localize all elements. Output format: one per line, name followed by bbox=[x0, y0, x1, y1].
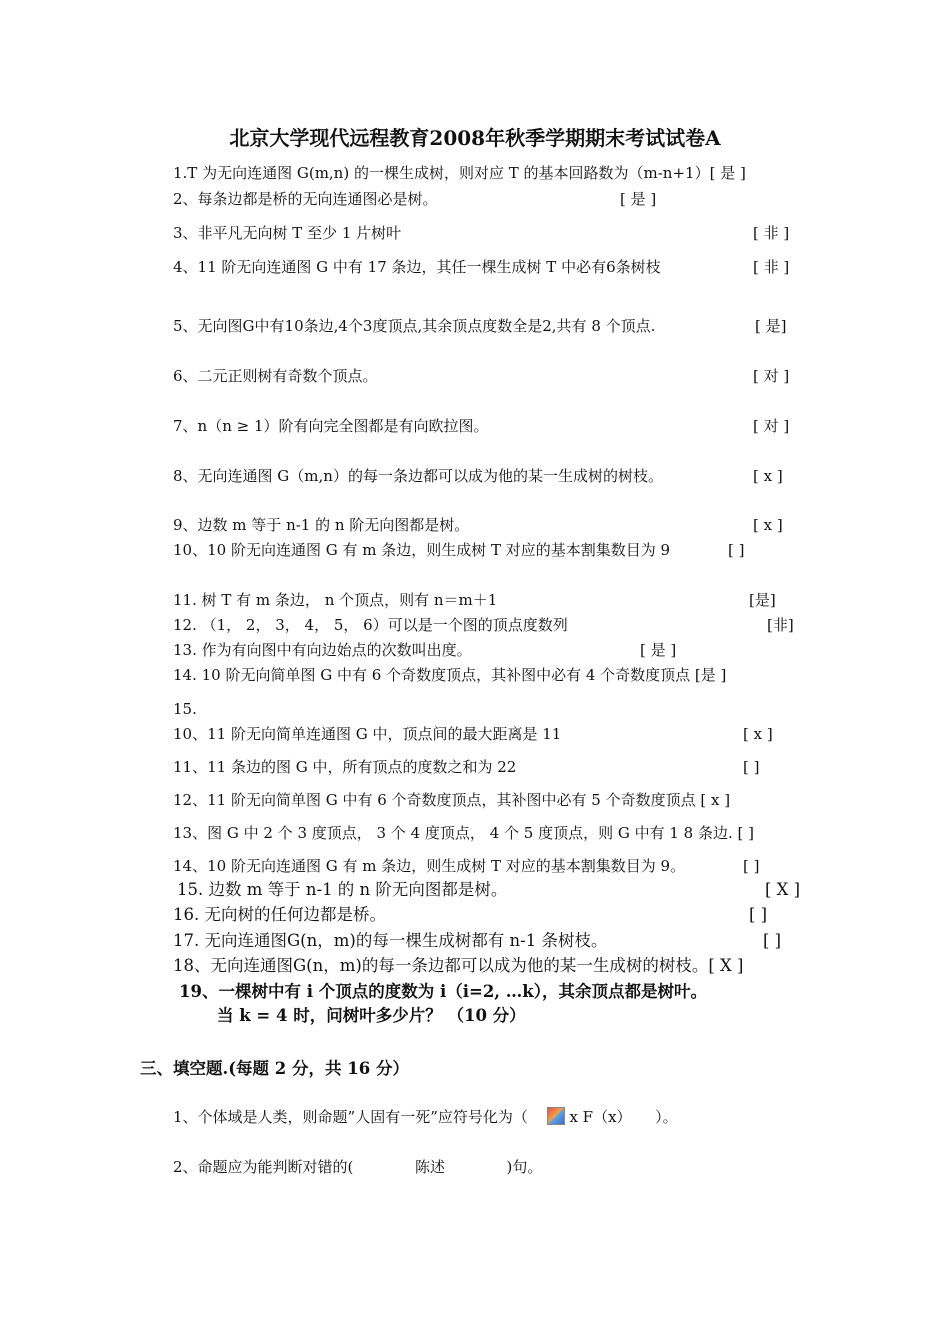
answer: [ ] bbox=[743, 758, 760, 776]
answer: [ x ] bbox=[753, 516, 783, 534]
question-text: 当 k = 4 时，问树叶多少片？ （10 分） bbox=[217, 1006, 526, 1025]
answer: [ ] bbox=[749, 905, 768, 924]
question-text: 17. 无向连通图G(n，m)的每一棵生成树都有 n-1 条树枝。 bbox=[173, 931, 608, 950]
question-text: 4、11 阶无向连通图 G 中有 17 条边，其任一棵生成树 T 中必有6条树枝 bbox=[173, 258, 661, 276]
fill-question-1 bbox=[173, 1106, 678, 1127]
answer: [ x ] bbox=[743, 725, 773, 743]
question-text: 7、n（n ≥ 1）阶有向完全图都是有向欧拉图。 bbox=[173, 417, 489, 435]
question-text: 16. 无向树的任何边都是桥。 bbox=[173, 905, 386, 924]
fill-text-after: ）。 bbox=[655, 1108, 678, 1126]
section-3-heading: 三、填空题.(每题 2 分，共 16 分） bbox=[140, 1059, 409, 1078]
answer: [是] bbox=[749, 591, 776, 609]
question-text: 11、11 条边的图 G 中，所有顶点的度数之和为 22 bbox=[173, 758, 517, 776]
question-text: 2、每条边都是桥的无向连通图必是树。 bbox=[173, 190, 438, 208]
answer: [ 对 ] bbox=[753, 417, 790, 435]
question-text: 6、二元正则树有奇数个顶点。 bbox=[173, 367, 378, 385]
fill-text-before: 1、个体域是人类，则命题”人固有一死”应符号化为（ bbox=[173, 1108, 528, 1126]
question-text: 1.T 为无向连通图 G(m,n) 的一棵生成树，则对应 T 的基本回路数为（m-n+1）[ 是 ] bbox=[173, 164, 746, 182]
answer: [ ] bbox=[728, 541, 745, 559]
fill-text-before: 2、命题应为能判断对错的( bbox=[173, 1158, 354, 1176]
fill-text-after: )句。 bbox=[506, 1158, 543, 1176]
question-text: 9、边数 m 等于 n-1 的 n 阶无向图都是树。 bbox=[173, 516, 470, 534]
answer: [非] bbox=[767, 616, 794, 634]
question-text: 5、无向图G中有10条边,4个3度顶点,其余顶点度数全是2,共有 8 个顶点. bbox=[173, 317, 656, 335]
question-text: 14、10 阶无向连通图 G 有 m 条边，则生成树 T 对应的基本割集数目为 9。 bbox=[173, 857, 686, 875]
question-text: 12. （1， 2， 3， 4， 5， 6）可以是一个图的顶点度数列 bbox=[173, 616, 568, 634]
question-text: 3、非平凡无向树 T 至少 1 片树叶 bbox=[173, 224, 402, 242]
answer: [ ] bbox=[763, 931, 782, 950]
answer: [ x ] bbox=[753, 467, 783, 485]
question-text: 13. 作为有向图中有向边始点的次数叫出度。 bbox=[173, 641, 472, 659]
question-text: 13、图 G 中 2 个 3 度顶点， 3 个 4 度顶点， 4 个 5 度顶点，则 G 中有 1 8 条边. [ ] bbox=[173, 824, 755, 842]
question-text: 18、无向连通图G(n，m)的每一条边都可以成为他的某一生成树的树枝。[ X ] bbox=[173, 956, 744, 975]
exam-title: 北京大学现代远程教育2008年秋季学期期末考试试卷A bbox=[229, 126, 721, 150]
answer: [ 对 ] bbox=[753, 367, 790, 385]
formula-image-icon bbox=[547, 1107, 565, 1125]
answer: [ 非 ] bbox=[753, 224, 790, 242]
answer: [ X ] bbox=[765, 880, 801, 899]
answer: [ ] bbox=[743, 857, 760, 875]
fill-question-2 bbox=[173, 1156, 542, 1177]
answer: [ 是 ] bbox=[620, 190, 657, 208]
question-text: 15. 边数 m 等于 n-1 的 n 阶无向图都是树。 bbox=[177, 880, 508, 899]
question-text: 15. bbox=[173, 700, 197, 718]
fill-answer: 陈述 bbox=[414, 1158, 445, 1176]
answer: [ 非 ] bbox=[753, 258, 790, 276]
question-text: 12、11 阶无向简单图 G 中有 6 个奇数度顶点，其补图中必有 5 个奇数度顶点 [ x ] bbox=[173, 791, 731, 809]
question-text: 10、10 阶无向连通图 G 有 m 条边，则生成树 T 对应的基本割集数目为 9 bbox=[173, 541, 671, 559]
fill-answer: x F（x） bbox=[569, 1108, 632, 1126]
answer: [ 是] bbox=[755, 317, 787, 335]
question-text: 8、无向连通图 G（m,n）的每一条边都可以成为他的某一生成树的树枝。 bbox=[173, 467, 663, 485]
question-text: 14. 10 阶无向简单图 G 中有 6 个奇数度顶点，其补图中必有 4 个奇数度顶点 [是 ] bbox=[173, 666, 727, 684]
question-text: 11. 树 T 有 m 条边， n 个顶点，则有 n＝m＋1 bbox=[173, 591, 498, 609]
question-text: 10、11 阶无向简单连通图 G 中，顶点间的最大距离是 11 bbox=[173, 725, 562, 743]
answer: [ 是 ] bbox=[640, 641, 677, 659]
question-text: 19、一棵树中有 i 个顶点的度数为 i（i=2, …k），其余顶点都是树叶。 bbox=[179, 982, 707, 1001]
